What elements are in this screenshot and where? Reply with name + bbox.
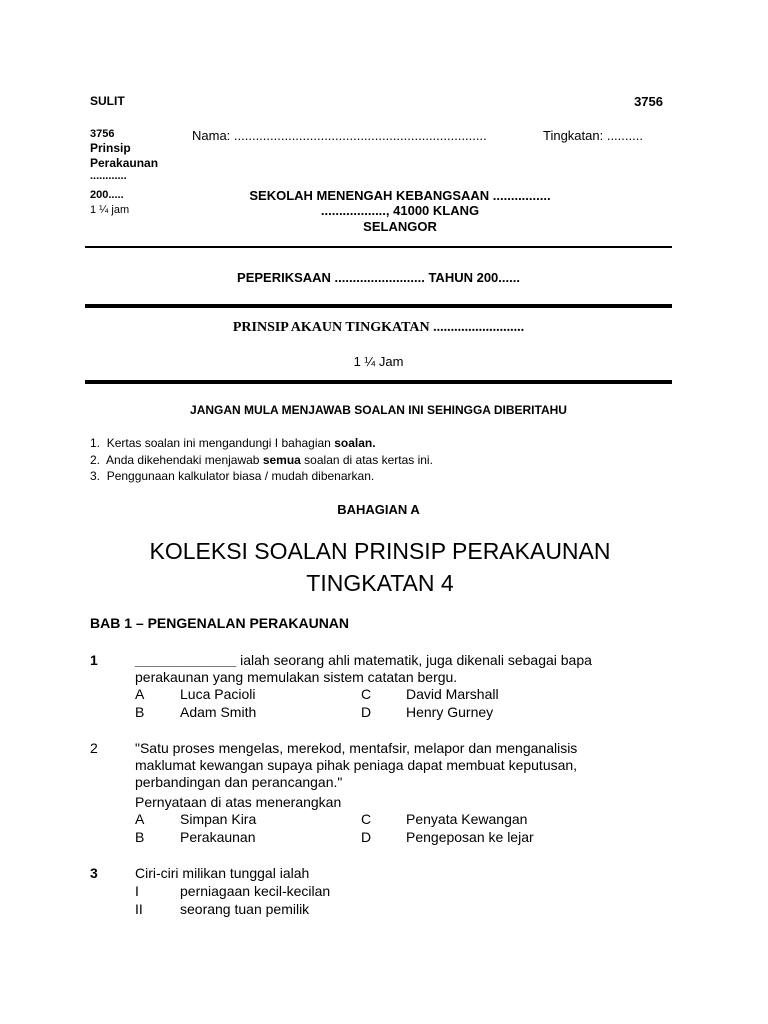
option-text: seorang tuan pemilik (180, 901, 310, 917)
divider (85, 246, 672, 248)
instruction-text: Anda dikehendaki menjawab (106, 453, 263, 467)
paper-code-right: 3756 (634, 94, 663, 109)
option-letter: B (135, 829, 145, 845)
nama-field[interactable]: Nama: ...................................................................... (192, 128, 487, 143)
question-text-line2: perakaunan yang memulakan sistem catatan bergu. (135, 669, 458, 685)
instruction-text: Penggunaan kalkulator biasa / mudah dibenarkan. (106, 469, 375, 483)
option-text: Luca Pacioli (180, 686, 256, 702)
instruction-item (90, 436, 376, 450)
subject-dots: ............ (90, 170, 127, 182)
duration-small: 1 ¼ jam (90, 204, 130, 216)
question-number: 2 (90, 740, 98, 756)
main-title-line2: TINGKATAN 4 (306, 570, 454, 596)
option-text: Henry Gurney (406, 704, 494, 720)
instruction-text: Kertas soalan ini mengandungi I bahagian (106, 436, 335, 450)
instructions-heading: JANGAN MULA MENJAWAB SOALAN INI SEHINGGA DIBERITAHU (190, 403, 567, 417)
question-text-line1: "Satu proses mengelas, merekod, mentafsir, melapor dan menganalisis (135, 740, 578, 756)
option-text: David Marshall (406, 686, 499, 702)
school-name: SEKOLAH MENENGAH KEBANGSAAN ................ (249, 188, 551, 203)
option-text: Penyata Kewangan (406, 811, 528, 827)
option-text: perniagaan kecil-kecilan (180, 883, 331, 899)
exam-title: PEPERIKSAAN ......................... TAHUN 200...... (237, 270, 520, 285)
instruction-num: 3. (90, 469, 101, 483)
option-letter: I (135, 883, 139, 899)
option-letter: C (361, 686, 372, 702)
instruction-num: 2. (90, 453, 101, 467)
instruction-item (90, 453, 433, 467)
instruction-bold: soalan. (334, 436, 376, 450)
instruction-num: 1. (90, 436, 101, 450)
option-letter: D (361, 704, 372, 720)
option-text: Perakaunan (180, 829, 256, 845)
question-text-line1: ialah seorang ahli matematik, juga dikenali sebagai bapa (236, 652, 592, 668)
tingkatan-field[interactable]: Tingkatan: .......... (543, 128, 643, 143)
answer-blank: _____________ (135, 652, 237, 668)
paper-code-left: 3756 (90, 128, 115, 140)
question-text (135, 652, 592, 668)
option-letter: D (361, 829, 372, 845)
school-state: SELANGOR (363, 219, 437, 234)
question-text-line2: maklumat kewangan supaya pihak peniaga dapat membuat keputusan, (135, 757, 578, 773)
option-letter: C (361, 811, 372, 827)
option-text: Simpan Kira (180, 811, 257, 827)
instruction-after: soalan di atas kertas ini. (300, 453, 433, 467)
instruction-item (90, 469, 374, 483)
divider (85, 380, 672, 384)
chapter-heading: BAB 1 – PENGENALAN PERAKAUNAN (90, 615, 350, 631)
option-text: Pengeposan ke lejar (406, 829, 534, 845)
option-letter: B (135, 704, 145, 720)
paper-title: PRINSIP AKAUN TINGKATAN .......................... (232, 320, 525, 335)
subject-line2: Perakaunan (90, 156, 159, 170)
question-number: 1 (90, 652, 98, 668)
option-text: Adam Smith (180, 704, 257, 720)
subject-line1: Prinsip (90, 141, 131, 155)
question-number: 3 (90, 865, 98, 881)
question-text-line1: Ciri-ciri milikan tunggal ialah (135, 865, 310, 881)
exam-duration: 1 ¼ Jam (353, 354, 404, 369)
question-text-line4: Pernyataan di atas menerangkan (135, 794, 342, 810)
option-letter: A (135, 686, 145, 702)
main-title-line1: KOLEKSI SOALAN PRINSIP PERAKAUNAN (149, 538, 611, 564)
question-text-line3: perbandingan dan perancangan." (135, 774, 343, 790)
year-line: 200..... (90, 189, 124, 201)
sulit-label: SULIT (90, 94, 125, 108)
option-letter: A (135, 811, 145, 827)
instruction-bold: semua (262, 453, 301, 467)
school-address: .................., 41000 KLANG (320, 203, 480, 218)
option-letter: II (135, 901, 143, 917)
section-heading: BAHAGIAN A (337, 502, 420, 517)
divider (85, 304, 672, 308)
